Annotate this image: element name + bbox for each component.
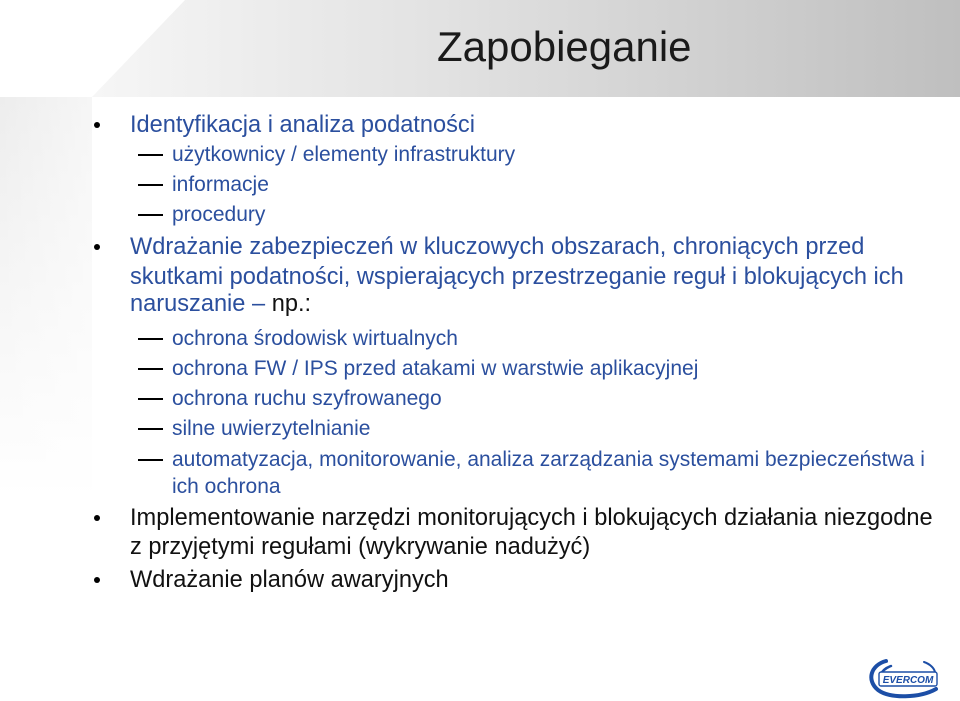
dash-marker bbox=[138, 338, 163, 340]
bullet-marker bbox=[94, 577, 100, 583]
sub-item-text-line: ich ochrona bbox=[172, 475, 281, 498]
slide-title: Zapobieganie bbox=[437, 23, 692, 70]
bullet-text-line: z przyjętymi regułami (wykrywanie nadużyć) bbox=[130, 534, 591, 560]
dash-marker bbox=[138, 214, 163, 216]
bullet-text-suffix: np.: bbox=[271, 291, 312, 317]
sub-item-text: procedury bbox=[172, 203, 266, 226]
bullet-text: Wdrażanie planów awaryjnych bbox=[130, 567, 449, 593]
bullet-text-line: skutkami podatności, wspierających przestrzeganie reguł i blokujących ich bbox=[130, 264, 904, 290]
dash-marker bbox=[138, 428, 163, 430]
sub-item-text: ochrona środowisk wirtualnych bbox=[172, 327, 458, 350]
bullet-marker bbox=[94, 122, 100, 128]
evercom-logo bbox=[864, 656, 940, 700]
dash-marker bbox=[138, 368, 163, 370]
dash-marker bbox=[138, 398, 163, 400]
sub-item-text: silne uwierzytelnianie bbox=[172, 417, 371, 440]
bullet-text-line: Implementowanie narzędzi monitorujących i blokujących działania niezgodne bbox=[130, 505, 933, 531]
bullet-text-line bbox=[130, 290, 311, 318]
sub-item-text: informacje bbox=[172, 173, 269, 196]
sub-item-text: ochrona FW / IPS przed atakami w warstwie aplikacyjnej bbox=[172, 357, 699, 380]
dash-marker bbox=[138, 459, 163, 461]
sub-item-text-line: automatyzacja, monitorowanie, analiza zarządzania systemami bezpieczeństwa i bbox=[172, 448, 925, 471]
dash-marker bbox=[138, 154, 163, 156]
bullet-marker bbox=[94, 244, 100, 250]
sub-item-text: użytkownicy / elementy infrastruktury bbox=[172, 143, 516, 166]
logo-wordmark: EVERCOM bbox=[882, 675, 934, 686]
sub-item-text: ochrona ruchu szyfrowanego bbox=[172, 387, 442, 410]
bullet-marker bbox=[94, 515, 100, 521]
bullet-text: Identyfikacja i analiza podatności bbox=[130, 112, 475, 138]
bullet-text-fragment: naruszanie – bbox=[130, 291, 266, 317]
dash-marker bbox=[138, 184, 163, 186]
bullet-text-line: Wdrażanie zabezpieczeń w kluczowych obszarach, chroniących przed bbox=[130, 234, 865, 260]
